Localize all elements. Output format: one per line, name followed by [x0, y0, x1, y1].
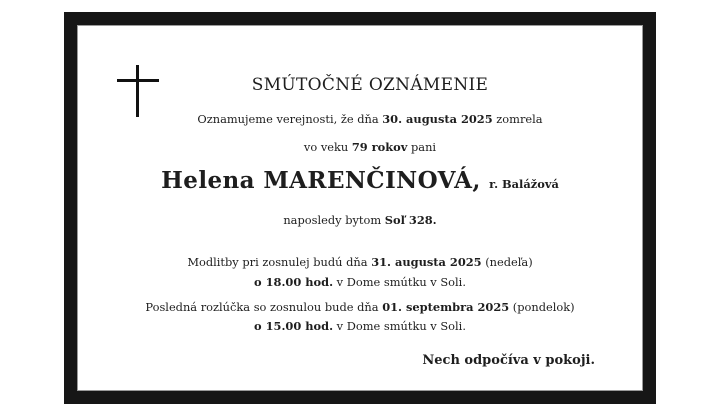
- notice-title: SMÚTOČNÉ OZNÁMENIE: [251, 75, 489, 95]
- closing-phrase: Nech odpočíva v pokoji.: [422, 353, 595, 368]
- prayers-time-line: [78, 275, 642, 289]
- prayers-line: [78, 255, 642, 269]
- prayers-suffix: (nedeľa): [481, 255, 533, 269]
- prayers-prefix: Modlitby pri zosnulej budú dňa: [187, 255, 372, 269]
- age-prefix: vo veku: [303, 140, 352, 154]
- mourning-card: [77, 25, 643, 391]
- prayers-place: v Dome smútku v Soli.: [333, 275, 466, 289]
- farewell-prefix: Posledná rozlúčka so zosnulou bude dňa: [145, 300, 383, 314]
- mourning-card-frame: [64, 12, 656, 404]
- farewell-suffix: (pondelok): [509, 300, 575, 314]
- deceased-name: Helena MARENČINOVÁ,: [161, 167, 481, 194]
- residence-line: [78, 213, 642, 227]
- age-line: [98, 140, 642, 154]
- announce-suffix: zomrela: [492, 112, 543, 126]
- residence-prefix: naposledy bytom: [283, 213, 385, 227]
- announce-prefix: Oznamujeme verejnosti, že dňa: [197, 112, 383, 126]
- farewell-time-line: [78, 319, 642, 333]
- prayers-time: o 18.00 hod.: [254, 275, 334, 289]
- farewell-date: 01. septembra 2025: [382, 300, 510, 314]
- prayers-date: 31. augusta 2025: [371, 255, 482, 269]
- death-date: 30. augusta 2025: [382, 112, 493, 126]
- age-suffix: pani: [407, 140, 437, 154]
- maiden-name: r. Balážová: [489, 177, 559, 191]
- farewell-time: o 15.00 hod.: [254, 319, 334, 333]
- announcement-line: [98, 112, 642, 126]
- deceased-name-line: [78, 167, 642, 194]
- farewell-line: [78, 300, 642, 314]
- farewell-place: v Dome smútku v Soli.: [333, 319, 466, 333]
- residence-value: Soľ 328.: [384, 213, 437, 227]
- age-value: 79 rokov: [351, 140, 408, 154]
